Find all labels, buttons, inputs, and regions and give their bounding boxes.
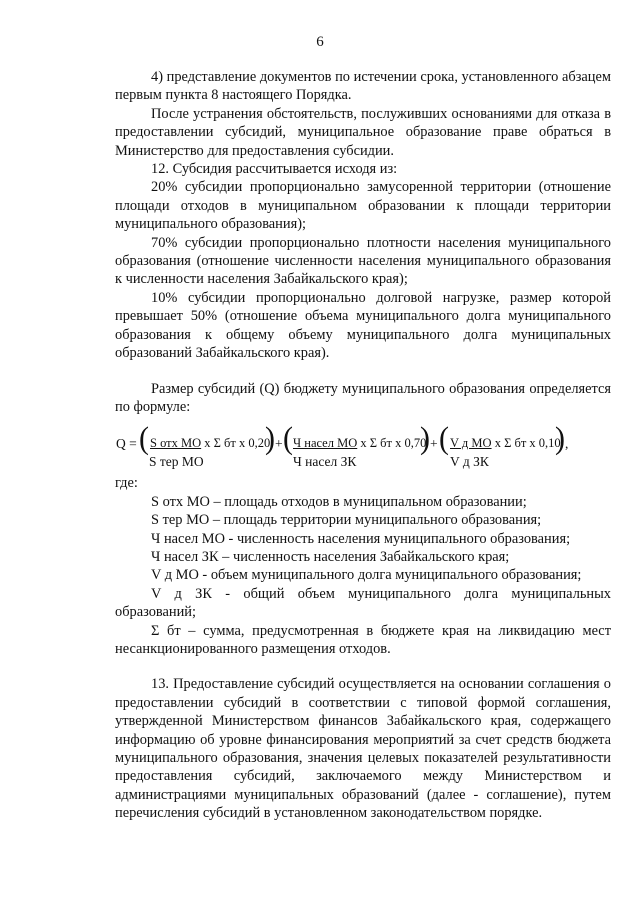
paragraph-12-intro: 12. Субсидия рассчитывается исходя из: bbox=[151, 161, 398, 178]
formula-q: Q = bbox=[116, 436, 137, 452]
formula-intro: Размер субсидий (Q) бюджету муниципального образования определяется по формуле: bbox=[115, 380, 611, 415]
definition-ch-nasel-mo: Ч насел МО - численность населения муниципального образования; bbox=[151, 530, 571, 547]
paragraph-item-4: 4) представление документов по истечении срока, установленного абзацем первым пункта 8 настоящего Порядка. bbox=[115, 69, 611, 104]
subsidy-formula bbox=[115, 422, 611, 472]
formula-term1-numerator: S отх МО x Σ бт х 0,20 bbox=[150, 436, 271, 451]
formula-plus-1: + bbox=[275, 436, 283, 452]
definition-v-d-mo: V д МО - объем муниципального долга муниципального образования; bbox=[151, 567, 582, 584]
definition-sigma-bt: Σ бт – сумма, предусмотренная в бюджете края на ликвидацию мест несанкционированного размещения отходов. bbox=[115, 622, 611, 657]
formula-plus-2: + bbox=[430, 436, 438, 452]
formula-paren-open-1: ( bbox=[139, 421, 149, 457]
formula-term2-denominator: Ч насел ЗК bbox=[293, 454, 357, 470]
formula-paren-close-3: ) bbox=[555, 421, 565, 457]
where-label: где: bbox=[115, 475, 138, 492]
definition-ch-nasel-zk: Ч насел ЗК – численность населения Забайкальского края; bbox=[151, 548, 510, 565]
page-number: 6 bbox=[316, 34, 324, 50]
paragraph-13: 13. Предоставление субсидий осуществляется на основании соглашения о предоставлении субсидий в соответствии с типовой формой соглашения, утвержденной Министерством финансов Забайкальского края, содержащего информацию об уровне финансирования мероприятий за счет средств бюджета муниципального образования, значения целевых показателей результативности предоставления субсидий, заключаемого между Министерством и администрациями муниципальных образований (далее - соглашение), путем перечисления субсидий в установленном законодательством порядке. bbox=[115, 676, 611, 822]
formula-term1-denominator: S тер МО bbox=[149, 454, 204, 470]
formula-paren-open-2: ( bbox=[283, 421, 293, 457]
definition-s-otx: S отх МО – площадь отходов в муниципальном образовании; bbox=[151, 493, 527, 510]
definition-v-d-zk: V д ЗК - общий объем муниципального долга муниципальных образований; bbox=[115, 585, 611, 621]
paragraph-after-elimination: После устранения обстоятельств, послуживших основаниями для отказа в предоставлении субсидий, муниципальное образование праве обраться в Министерство для предоставления субсидии. bbox=[115, 105, 611, 159]
definition-s-ter: S тер МО – площадь территории муниципального образования; bbox=[151, 512, 542, 529]
formula-comma: , bbox=[565, 436, 569, 452]
formula-paren-open-3: ( bbox=[439, 421, 449, 457]
formula-term2-numerator: Ч насел МО x Σ бт х 0,70 bbox=[293, 436, 427, 451]
document-body bbox=[115, 68, 611, 823]
paragraph-20-percent: 20% субсидии пропорционально замусоренной территории (отношение площади отходов в муниципальном образовании к площади территории муниципального образования); bbox=[115, 179, 611, 233]
formula-term3-numerator: V д МО x Σ бт х 0,10 bbox=[450, 436, 561, 451]
paragraph-10-percent: 10% субсидии пропорционально долговой нагрузке, размер которой превышает 50% (отношение объема муниципального долга муниципального образования к общему объему муниципального долга муниципальных образований Забайкальского края). bbox=[115, 289, 611, 362]
formula-term3-denominator: V д ЗК bbox=[450, 454, 489, 470]
formula-paren-close-1: ) bbox=[265, 421, 275, 457]
paragraph-70-percent: 70% субсидии пропорционально плотности населения муниципального образования (отношение численности населения муниципального образования к численности населения Забайкальского края); bbox=[115, 234, 611, 288]
formula-paren-close-2: ) bbox=[420, 421, 430, 457]
